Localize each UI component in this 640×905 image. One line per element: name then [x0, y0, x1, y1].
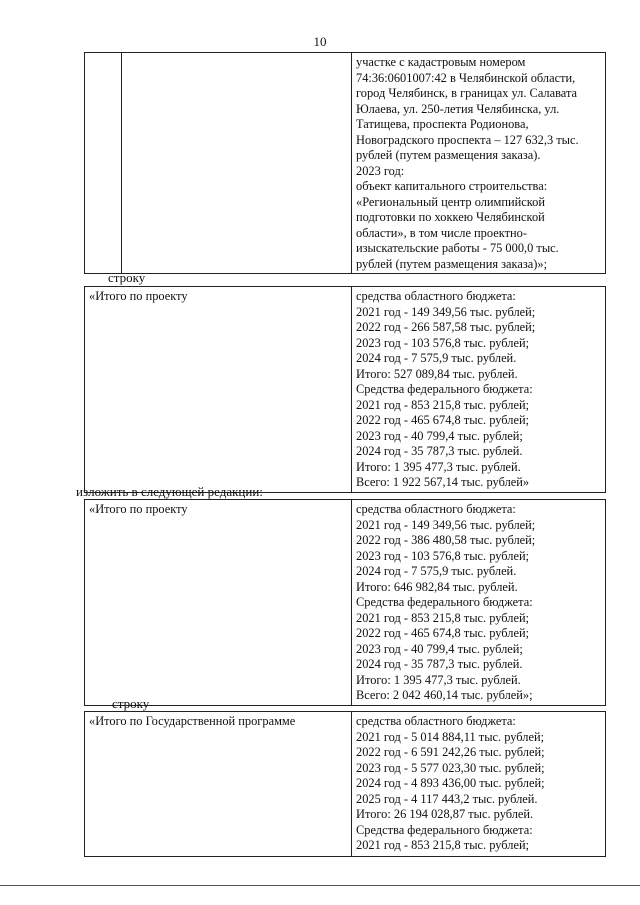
text-line: области», в том числе проектно- — [356, 225, 527, 240]
value-lines — [352, 712, 605, 855]
text-line: 2021 год - 853 215,8 тыс. рублей; — [356, 397, 530, 412]
text-line: 2024 год - 7 575,9 тыс. рублей. — [356, 564, 517, 578]
text-line: средства областного бюджета: — [356, 714, 516, 728]
table-cell-num — [85, 53, 122, 274]
text-line: «Региональный центр олимпийской — [356, 194, 546, 209]
label-new-edition: изложить в следующей редакции: — [76, 484, 263, 499]
text-line: изыскательские работы - 75 000,0 тыс. — [356, 241, 559, 255]
label-stroku-1: строку — [108, 270, 146, 285]
text-line: 2023 год - 103 576,8 тыс. рублей; — [356, 548, 530, 563]
text-line: объект капитального строительства: — [356, 179, 548, 193]
text-line: 2021 год - 853 215,8 тыс. рублей; — [356, 838, 530, 852]
text-line: Итого: 527 089,84 тыс. рублей. — [356, 366, 518, 381]
text-line: 2022 год - 465 674,8 тыс. рублей; — [356, 626, 530, 640]
text-line: Итого: 1 395 477,3 тыс. рублей. — [356, 459, 521, 474]
description-lines — [352, 53, 605, 273]
text-line: рублей (путем размещения заказа)»; — [356, 256, 548, 271]
label-stroku-2: строку — [112, 696, 150, 711]
text-line: Итого: 26 194 028,87 тыс. рублей. — [356, 807, 534, 821]
value-lines — [352, 287, 605, 492]
text-line: Юлаева, ул. 250-летия Челябинска, ул. — [356, 101, 560, 116]
text-line: Средства федерального бюджета: — [356, 595, 533, 609]
text-line: 2023 год: — [356, 163, 405, 178]
text-line: 2024 год - 7 575,9 тыс. рублей. — [356, 351, 517, 365]
table-cell-label — [85, 712, 352, 857]
text-line: Всего: 1 922 567,14 тыс. рублей» — [356, 475, 530, 489]
text-line: Новоградского проспекта – 127 632,3 тыс. — [356, 132, 579, 147]
text-line: 2021 год - 149 349,56 тыс. рублей; — [356, 304, 536, 319]
text-line: 2023 год - 40 799,4 тыс. рублей; — [356, 428, 523, 443]
text-line: 2023 год - 103 576,8 тыс. рублей; — [356, 335, 530, 350]
page-bottom-rule — [0, 885, 640, 886]
text-line: Всего: 2 042 460,14 тыс. рублей»; — [356, 688, 533, 702]
text-line: город Челябинск, в границах ул. Салавата — [356, 86, 578, 100]
text-line: Итого: 1 395 477,3 тыс. рублей. — [356, 672, 521, 687]
table-cell-description — [352, 53, 606, 274]
table-cell-label — [85, 287, 352, 493]
value-lines — [352, 500, 605, 705]
row-label: «Итого по проекту — [89, 502, 188, 516]
text-line: 2022 год - 386 480,58 тыс. рублей; — [356, 533, 536, 547]
row-label: «Итого по Государственной программе — [89, 714, 296, 728]
table-cell-values — [352, 287, 606, 493]
table-itogo-new — [84, 499, 606, 706]
table-cell-values — [352, 500, 606, 706]
text-line: Итого: 646 982,84 тыс. рублей. — [356, 579, 518, 594]
text-line: Татищева, проспекта Родионова, — [356, 117, 529, 131]
text-line: Средства федерального бюджета: — [356, 382, 533, 396]
text-line: 2023 год - 5 577 023,30 тыс. рублей; — [356, 760, 545, 775]
table-cell-name — [122, 53, 352, 274]
text-line: 2025 год - 4 117 443,2 тыс. рублей. — [356, 791, 538, 806]
table-cell-values — [352, 712, 606, 857]
text-line: 2021 год - 853 215,8 тыс. рублей; — [356, 610, 530, 625]
text-line: 2024 год - 35 787,3 тыс. рублей. — [356, 444, 523, 458]
text-line: средства областного бюджета: — [356, 289, 516, 303]
row-label: «Итого по проекту — [89, 289, 188, 303]
table-continuation — [84, 52, 606, 274]
text-line: участке с кадастровым номером — [356, 55, 526, 69]
text-line: подготовки по хоккею Челябинской — [356, 210, 545, 224]
table-cell-label — [85, 500, 352, 706]
text-line: 2021 год - 149 349,56 тыс. рублей; — [356, 517, 536, 532]
text-line: 2024 год - 35 787,3 тыс. рублей. — [356, 657, 523, 671]
text-line: 2021 год - 5 014 884,11 тыс. рублей; — [356, 729, 545, 744]
table-itogo-old — [84, 286, 606, 493]
text-line: рублей (путем размещения заказа). — [356, 148, 541, 162]
text-line: 2022 год - 6 591 242,26 тыс. рублей; — [356, 745, 545, 759]
text-line: 2022 год - 465 674,8 тыс. рублей; — [356, 413, 530, 427]
text-line: средства областного бюджета: — [356, 502, 516, 516]
table-itogo-program — [84, 711, 606, 857]
text-line: 74:36:0601007:42 в Челябинской области, — [356, 70, 576, 85]
text-line: 2022 год - 266 587,58 тыс. рублей; — [356, 320, 536, 334]
text-line: Средства федерального бюджета: — [356, 822, 533, 837]
text-line: 2024 год - 4 893 436,00 тыс. рублей; — [356, 776, 545, 790]
page-number: 10 — [313, 34, 327, 49]
text-line: 2023 год - 40 799,4 тыс. рублей; — [356, 641, 523, 656]
